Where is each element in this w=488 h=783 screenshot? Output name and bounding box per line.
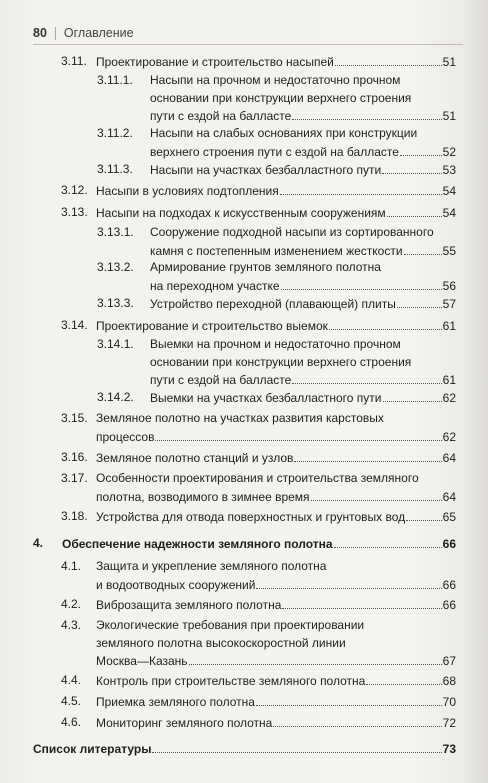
toc-title [96,693,456,711]
toc-title [96,617,456,670]
toc-title [62,535,456,553]
toc-title-line: пути с ездой на балласте [150,373,292,387]
toc-title [96,317,456,335]
running-header [33,25,134,41]
toc-page-number: 66 [442,537,456,551]
toc-title [150,224,456,259]
toc-page-number: 61 [442,319,456,333]
toc-title-line: Земляное полотно станций и узлов [96,451,294,465]
toc-section-number: 3.18. [61,509,88,523]
toc-section-number: 3.11.3. [97,162,133,176]
toc-leader-dots [404,242,442,255]
toc-page-number: 68 [442,674,456,688]
toc-title-line: процессов [96,429,155,444]
toc-section-number: 3.14.2. [97,390,134,404]
toc-title [96,508,456,526]
toc-section-number: 4.6. [61,715,82,729]
toc-leader-dots [311,488,442,501]
toc-page-number: 62 [442,391,456,405]
toc-title [96,470,456,505]
toc-title [33,740,456,758]
toc-leader-dots [189,652,442,665]
toc-section-number: 4.2. [61,597,82,611]
toc-leader-dots [273,714,441,727]
toc-page-number: 53 [442,163,456,177]
toc-page-number: 66 [442,577,456,592]
toc-page-number: 55 [442,243,456,258]
toc-title-line: Насыпи на слабых основаниях при конструкции [150,126,418,140]
toc-title-line: верхнего строения пути с ездой на балласте [150,144,399,159]
toc-section-number: 3.13.1. [97,225,134,239]
toc-title-line: камня с постепенным изменением жесткости [150,243,403,258]
toc-section-number: 3.17. [61,471,88,485]
toc-title [150,336,456,389]
toc-page-number: 73 [442,742,456,756]
toc-leader-dots [280,182,442,195]
toc-section-number: 4.1. [61,559,82,573]
toc-leader-dots [155,428,441,441]
toc-title-line: Москва—Казань [96,654,188,668]
toc-section-number: 3.12. [61,183,88,197]
toc-section-number: 3.13.2. [97,260,134,274]
toc-title-line: Особенности проектирования и строительства земляного [96,471,419,485]
toc-title-line: полотна, возводимого в зимнее время [96,489,310,504]
toc-leader-dots [294,449,441,462]
toc-title-line: Армирование грунтов земляного полотна [150,260,381,274]
toc-section-number: 3.13. [61,205,88,219]
toc-section-number: 3.14. [61,318,88,332]
toc-leader-dots [397,295,442,308]
toc-title-line: Насыпи в условиях подтопления [96,184,279,198]
toc-title-line: Приемка земляного полотна [96,695,255,709]
toc-title-line: Экологические требования при проектировании [96,618,365,632]
toc-page-number: 61 [442,373,456,387]
toc-leader-dots [329,317,442,330]
toc-title-line: Устройства для отвода поверхностных и грунтовых вод [96,510,406,524]
toc-title-line: основании при конструкции верхнего строения [150,354,412,369]
toc-title-line: Виброзащита земляного полотна [96,598,282,612]
toc-leader-dots [256,693,442,706]
toc-title [96,714,456,732]
toc-title-line: Выемки на участках безбалластного пути [150,391,382,405]
toc-page-number: 65 [442,510,456,524]
toc-title [150,161,456,179]
toc-title-line: Проектирование и строительство выемок [96,319,328,333]
toc-leader-dots [366,672,441,685]
toc-section-number: 3.11.1. [97,73,133,87]
toc-leader-dots [292,371,441,384]
toc-section-number: 4.5. [61,694,82,708]
toc-title [150,389,456,407]
toc-title-line: Выемки на прочном и недостаточно прочном [150,337,401,351]
toc-section-number: 4. [33,536,44,550]
toc-leader-dots [383,389,442,402]
toc-page-number: 56 [442,278,456,293]
toc-leader-dots [334,535,442,548]
toc-leader-dots [387,204,442,217]
toc-section-number: 3.11. [61,54,87,68]
toc-title [150,72,456,125]
toc-title [150,125,456,160]
toc-section-number: 4.4. [61,673,82,687]
toc-title [96,182,456,200]
toc-section-number: 4.3. [61,618,82,632]
toc-title-line: на переходном участке [150,278,280,293]
toc-page-number: 64 [442,451,456,465]
toc-title [96,53,456,71]
toc-page-number: 72 [442,716,456,730]
toc-leader-dots [292,107,441,120]
page-edge-shadow [462,0,488,783]
toc-title [96,672,456,690]
toc-page-number: 70 [442,695,456,709]
toc-section-number: 3.15. [61,411,88,425]
toc-page-number: 64 [442,489,456,504]
toc-section-number: 3.11.2. [97,126,133,140]
toc-title-line: Земляное полотно на участках развития карстовых [96,411,384,425]
toc-title [96,596,456,614]
toc-title [96,558,456,593]
toc-leader-dots [281,277,442,290]
toc-leader-dots [152,740,441,753]
toc-page-number: 57 [442,297,456,311]
toc-title [150,259,456,294]
page-number: 80 [33,26,47,40]
toc-title-line: Контроль при строительстве земляного полотна [96,674,366,688]
toc-title-line: Насыпи на участках безбалластного пути [150,163,382,177]
header-rule [33,44,463,45]
toc-title-line: Сооружение подходной насыпи из сортированного [150,225,434,239]
toc-title-line: Защита и укрепление земляного полотна [96,559,327,573]
toc-title-line: и водоотводных сооружений [96,577,256,592]
toc-leader-dots [282,596,441,609]
toc-section-number: 3.14.1. [97,337,134,351]
toc-title-line: Обеспечение надежности земляного полотна [62,537,333,551]
toc-page-number: 51 [442,55,456,69]
toc-page-number: 62 [442,429,456,444]
toc-title-line: Насыпи на прочном и недостаточно прочном [150,73,401,87]
toc-title-line: пути с ездой на балласте [150,109,292,123]
toc-title-line: Мониторинг земляного полотна [96,716,273,730]
toc-title-line: Список литературы [33,742,152,756]
toc-page-number: 66 [442,598,456,612]
toc-title [150,295,456,313]
toc-leader-dots [256,576,441,589]
toc-leader-dots [406,508,442,521]
toc-page-number: 54 [442,184,456,198]
toc-leader-dots [400,143,442,156]
toc-title-line: Насыпи на подходах к искусственным сооружениям [96,206,386,220]
running-title: Оглавление [63,26,134,40]
toc-page-number: 52 [442,144,456,159]
toc-page-number: 67 [442,654,456,668]
toc-title [96,449,456,467]
toc-title [96,204,456,222]
toc-page-number: 51 [442,109,456,123]
toc-section-number: 3.13.3. [97,296,134,310]
toc-leader-dots [335,53,442,66]
toc-title-line: земляного полотна высокоскоростной линии [96,635,346,650]
toc-title-line: Проектирование и строительство насыпей [96,55,334,69]
toc-leader-dots [382,161,441,174]
toc-title [96,410,456,445]
toc-page-number: 54 [442,206,456,220]
toc-section-number: 3.16. [61,450,88,464]
toc-title-line: основании при конструкции верхнего строения [150,90,412,105]
header-divider [55,27,56,40]
toc-title-line: Устройство переходной (плавающей) плиты [150,297,396,311]
